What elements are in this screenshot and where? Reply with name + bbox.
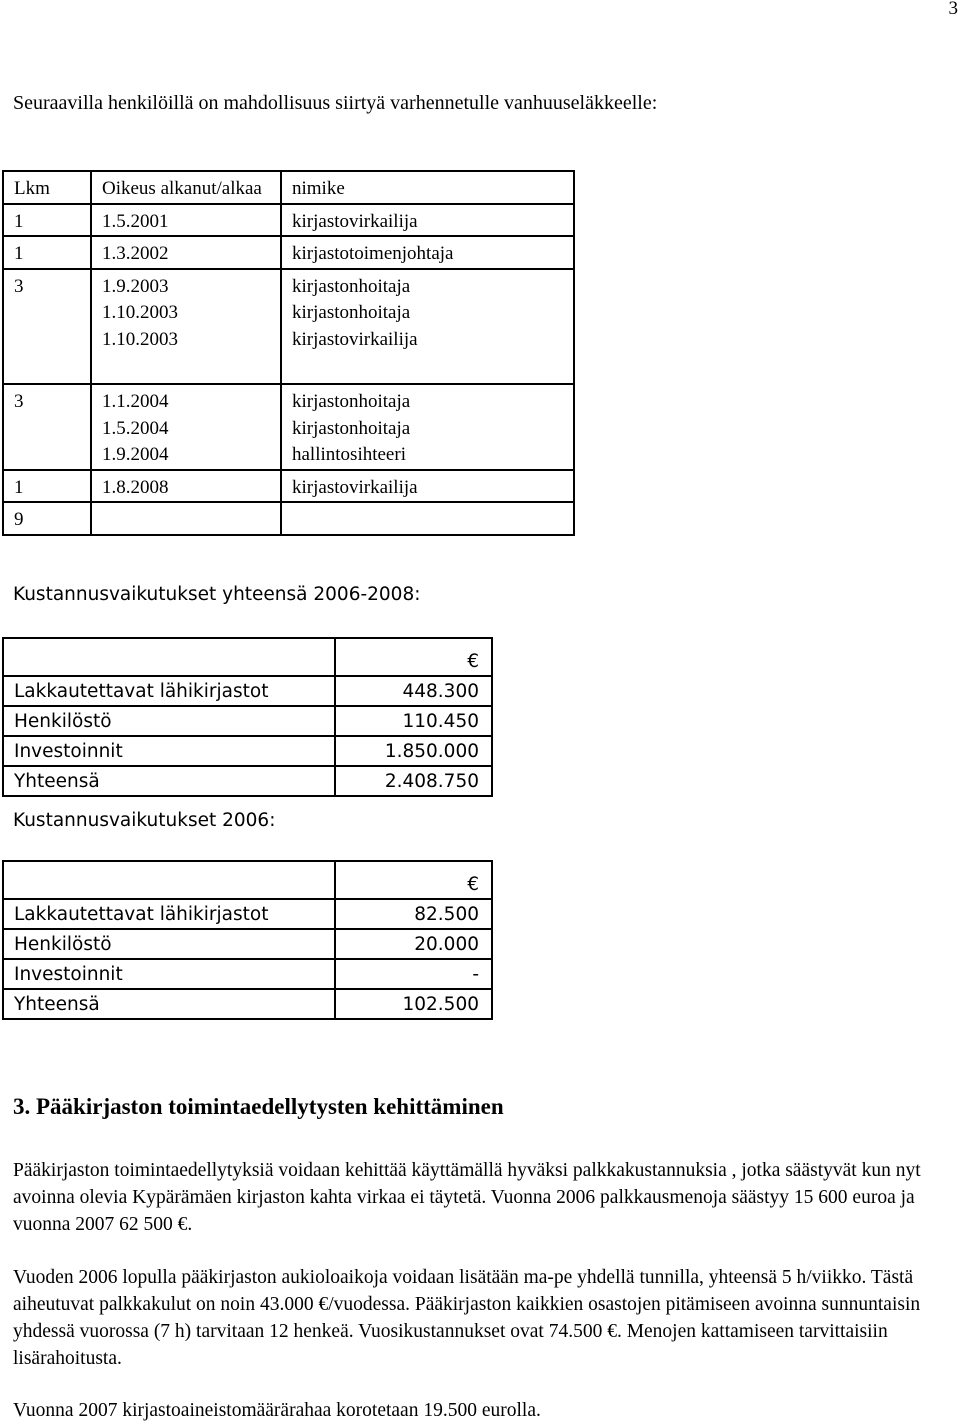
- table-row: [3, 204, 574, 237]
- row-date: 1.9.2003: [102, 275, 169, 297]
- table-row: [3, 766, 492, 796]
- row-title: kirjastonhoitaja: [292, 302, 411, 323]
- table-row: [3, 676, 492, 706]
- empty-cell: [3, 861, 335, 899]
- row-date: 1.9.2004: [102, 444, 169, 465]
- table-row: [3, 236, 574, 269]
- table-row: [3, 706, 492, 736]
- paragraph: Vuonna 2007 kirjastoaineistomäärärahaa korotetaan 19.500 eurolla.: [13, 1400, 541, 1421]
- cost-value: -: [335, 959, 492, 989]
- section-heading: 3. Pääkirjaston toimintaedellytysten kehittäminen: [13, 1094, 504, 1119]
- row-title: kirjastonhoitaja: [292, 391, 411, 412]
- cost-label: Lakkautettavat lähikirjastot: [3, 676, 335, 706]
- empty-cell: [3, 638, 335, 676]
- row-date: 1.3.2002: [91, 236, 281, 269]
- paragraph: Pääkirjaston toimintaedellytyksiä voidaan kehittää käyttämällä hyväksi palkkakustannuksia , jotka säästyvät kun nyt avoinna olevia Kypärämäen kirjaston kahta virkaa ei täytetä. Vuonna 2006 palkkausmenoja säästyy 15 600 euroa ja vuonna 2007 62 500 €.: [13, 1160, 921, 1235]
- row-title: kirjastonhoitaja: [292, 275, 411, 297]
- cost-label: Yhteensä: [3, 766, 335, 796]
- cost-2006-caption: Kustannusvaikutukset 2006:: [13, 810, 276, 831]
- table-row: [3, 929, 492, 959]
- table-header-row: [3, 171, 574, 204]
- intro-text: Seuraavilla henkilöillä on mahdollisuus siirtyä varhennetulle vanhuuseläkkeelle:: [13, 92, 658, 114]
- table-total-row: [3, 502, 574, 535]
- cost-label: Yhteensä: [3, 989, 335, 1019]
- cost-label: Investoinnit: [3, 959, 335, 989]
- currency-label: €: [335, 638, 492, 676]
- empty-cell: [91, 502, 281, 535]
- row-dates: [91, 269, 281, 385]
- row-title: kirjastotoimenjohtaja: [281, 236, 574, 269]
- row-date: 1.5.2004: [102, 417, 169, 439]
- cost-value: 1.850.000: [335, 736, 492, 766]
- row-title: kirjastonhoitaja: [292, 417, 411, 439]
- cost-label: Lakkautettavat lähikirjastot: [3, 899, 335, 929]
- cost-2006-table: [2, 860, 493, 1020]
- header-lkm: Lkm: [3, 171, 91, 204]
- row-count: 3: [3, 269, 91, 385]
- cost-label: Henkilöstö: [3, 706, 335, 736]
- row-count: 1: [3, 470, 91, 503]
- row-count: 3: [3, 384, 91, 470]
- row-count: 1: [3, 236, 91, 269]
- cost-value: 2.408.750: [335, 766, 492, 796]
- row-date: 1.8.2008: [91, 470, 281, 503]
- table-row: [3, 736, 492, 766]
- table-row: [3, 269, 574, 385]
- paragraph: Vuoden 2006 lopulla pääkirjaston aukioloaikoja voidaan lisätään ma-pe yhdellä tunnilla, yhteensä 5 h/viikko. Tästä aiheutuvat palkkakulut on noin 43.000 €/vuodessa. Pääkirjaston kaikkien osastojen pitämiseen avoinna sunnuntaisin yhdessä vuorossa (7 h) tarvitaan 12 henkeä. Vuosikustannukset ovat 74.500 €. Menojen kattamiseen tarvittaisiin lisärahoitusta.: [13, 1267, 921, 1369]
- row-title: kirjastovirkailija: [281, 470, 574, 503]
- table-row: [3, 899, 492, 929]
- cost-label: Investoinnit: [3, 736, 335, 766]
- cost-value: 82.500: [335, 899, 492, 929]
- row-title: kirjastovirkailija: [292, 328, 418, 350]
- table-row: [3, 959, 492, 989]
- currency-label: €: [335, 861, 492, 899]
- row-dates: [91, 384, 281, 470]
- row-date: 1.1.2004: [102, 391, 169, 412]
- table-row: [3, 384, 574, 470]
- table-row: [3, 989, 492, 1019]
- currency-row: [3, 638, 492, 676]
- row-date: 1.10.2003: [102, 302, 178, 323]
- header-nimike: nimike: [281, 171, 574, 204]
- cost-total-table: [2, 637, 493, 797]
- currency-row: [3, 861, 492, 899]
- row-titles: [281, 269, 574, 385]
- cost-value: 110.450: [335, 706, 492, 736]
- cost-total-caption: Kustannusvaikutukset yhteensä 2006-2008:: [13, 584, 421, 605]
- retirement-table: [2, 170, 575, 536]
- empty-cell: [281, 502, 574, 535]
- row-date: 1.5.2001: [91, 204, 281, 237]
- cost-value: 102.500: [335, 989, 492, 1019]
- table-row: [3, 470, 574, 503]
- row-date: 1.10.2003: [102, 328, 178, 350]
- row-titles: [281, 384, 574, 470]
- page-number: 3: [948, 0, 958, 19]
- row-count: 1: [3, 204, 91, 237]
- header-oikeus: Oikeus alkanut/alkaa: [91, 171, 281, 204]
- row-title: kirjastovirkailija: [281, 204, 574, 237]
- row-title: hallintosihteeri: [292, 444, 406, 465]
- cost-label: Henkilöstö: [3, 929, 335, 959]
- total-count: 9: [3, 502, 91, 535]
- cost-value: 20.000: [335, 929, 492, 959]
- cost-value: 448.300: [335, 676, 492, 706]
